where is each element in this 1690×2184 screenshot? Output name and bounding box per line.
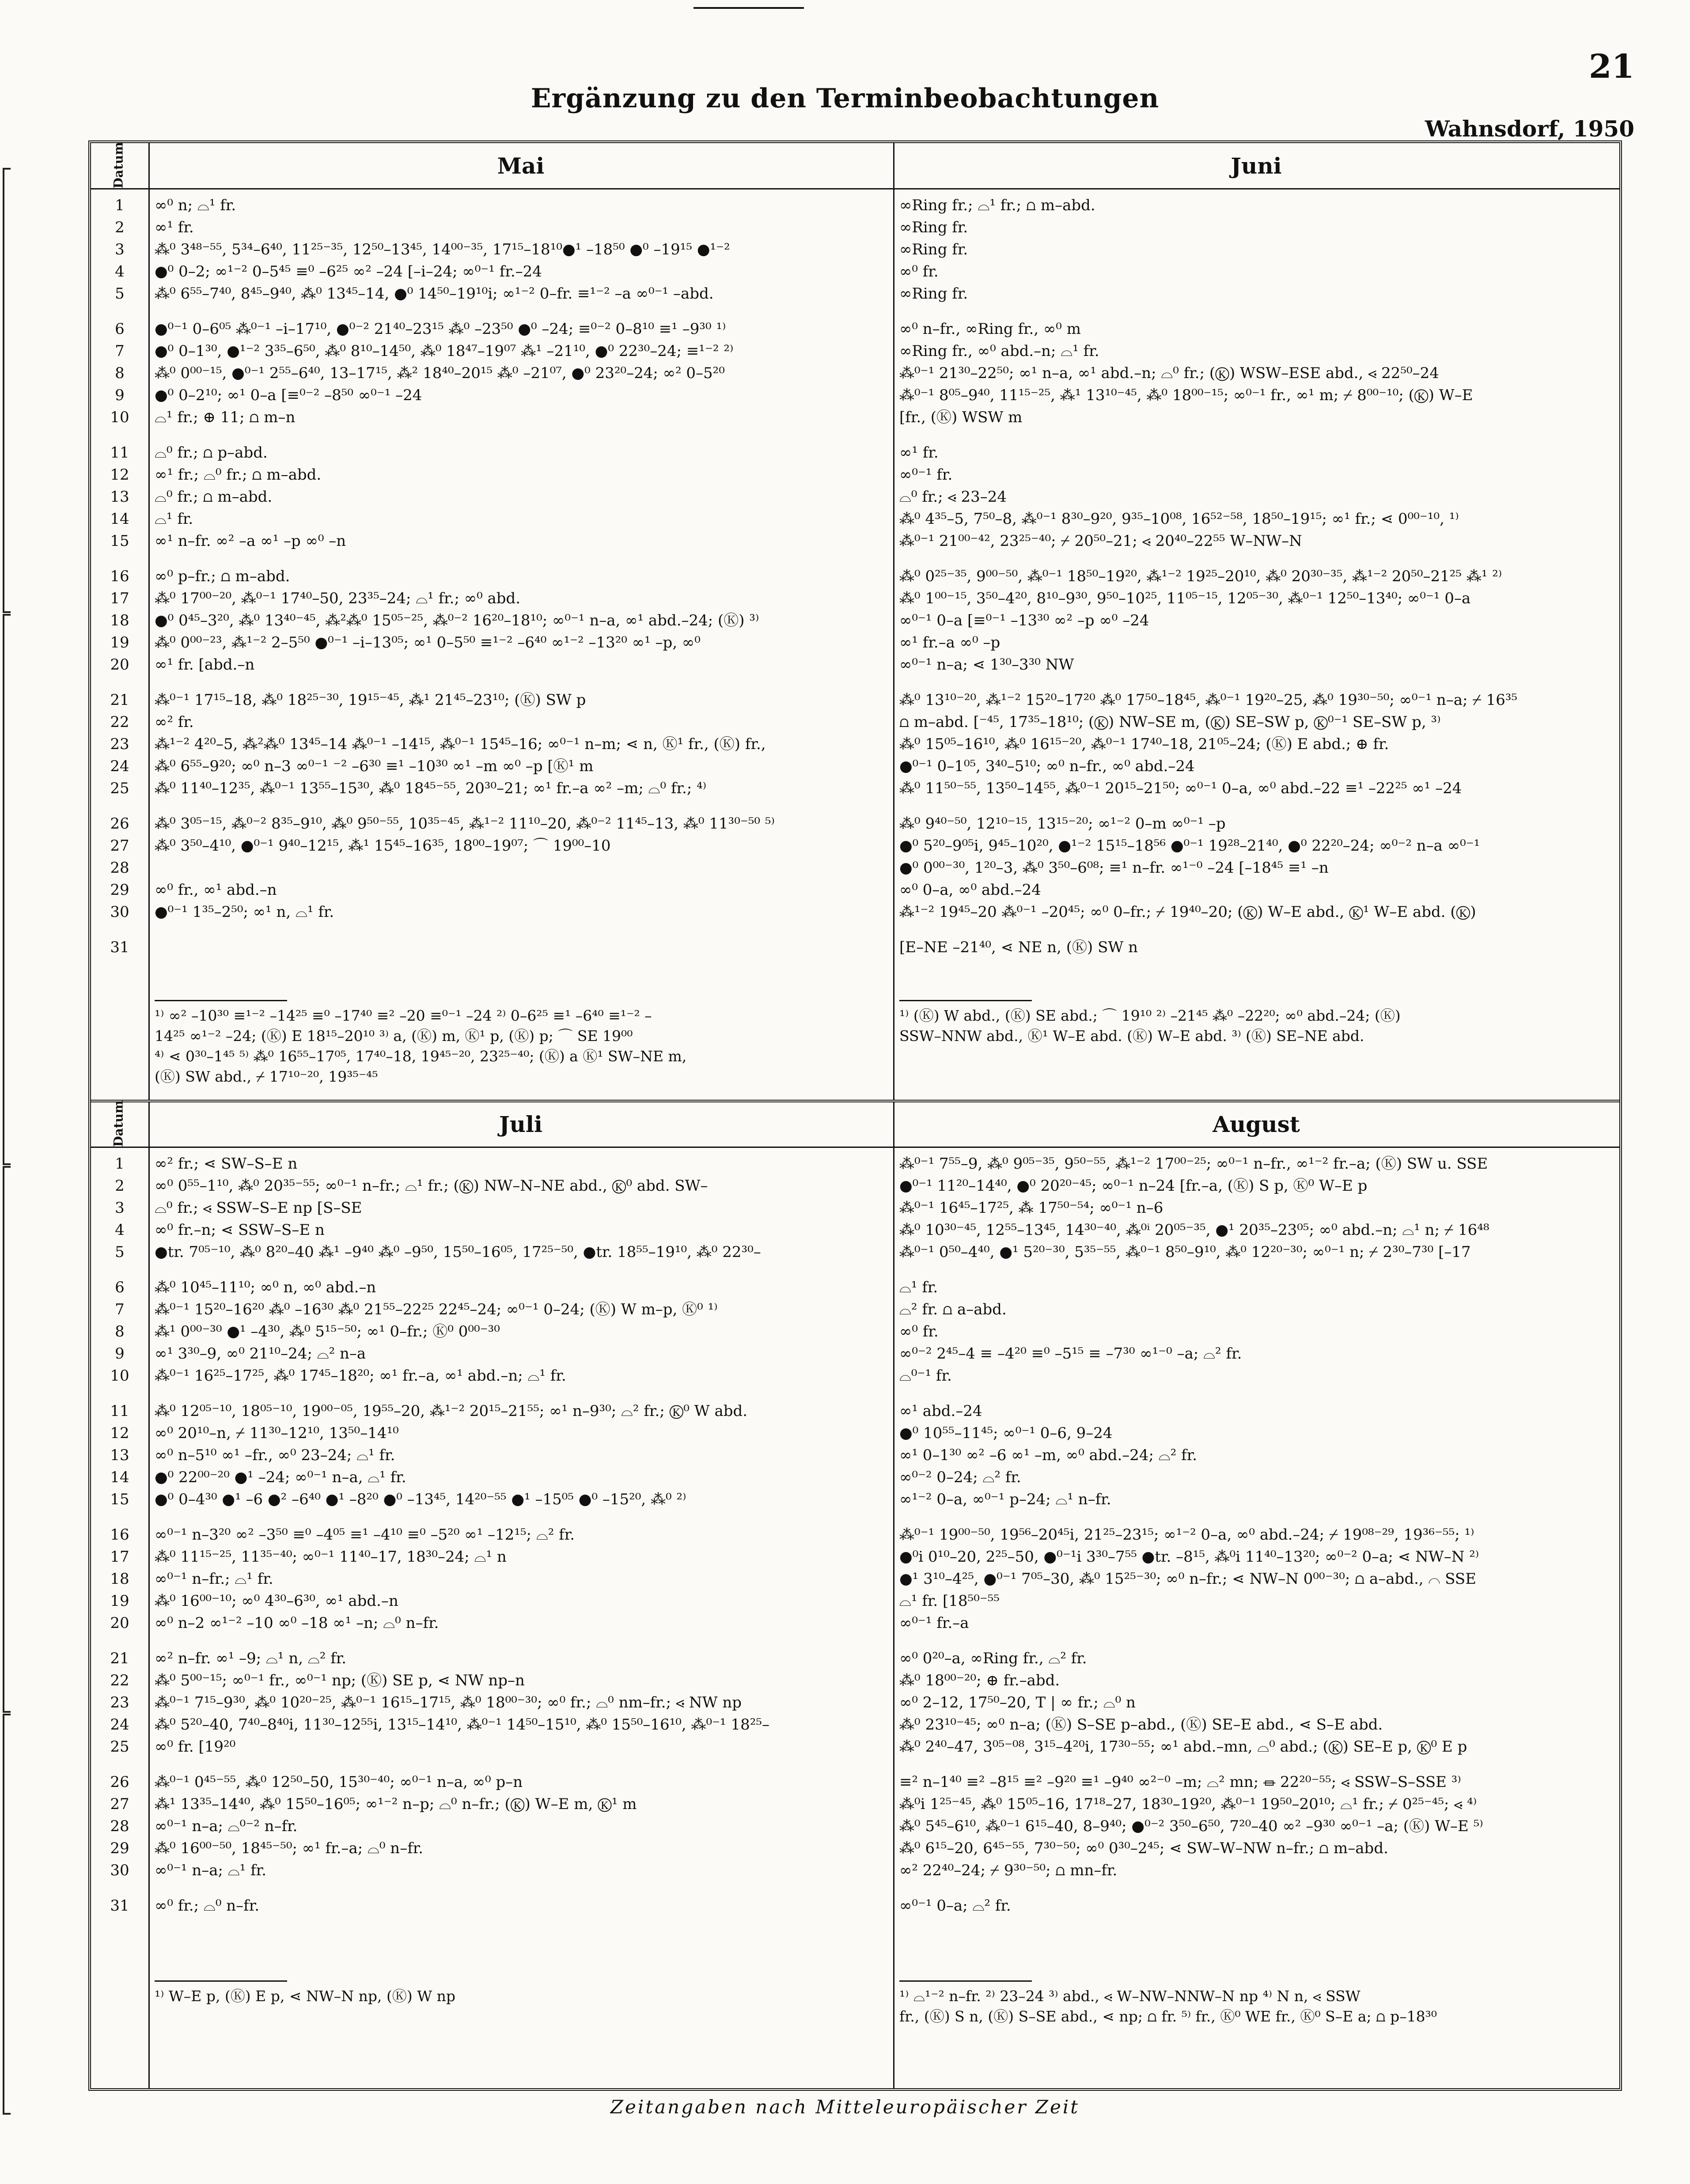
month-header-juni: Juni [893, 143, 1619, 189]
day-entry: ⁂⁰⁻¹ 7¹⁵–9³⁰, ⁂⁰ 10²⁰⁻²⁵, ⁂⁰⁻¹ 16¹⁵–17¹⁵, ⁂⁰ 18⁰⁰⁻³⁰; ∞⁰ fr.; ⌓⁰ nm–fr.; ⋖ NW np [155, 1694, 742, 1711]
day-entry: ∞⁰⁻¹ fr.–a [899, 1614, 969, 1632]
day-entry: ∞⁰⁻² 2⁴⁵–4 ≡ –4²⁰ ≡⁰ –5¹⁵ ≡ –7³⁰ ∞¹⁻⁰ –a; ⌓² fr. [899, 1345, 1242, 1363]
day-entry: ∞¹ n–fr. ∞² –a ∞¹ –p ∞⁰ –n [155, 532, 346, 550]
day-entry: ∞⁰ n–5¹⁰ ∞¹ –fr., ∞⁰ 23–24; ⌓¹ fr. [155, 1446, 395, 1464]
footnote-line: ¹⁾ ∞² –10³⁰ ≡¹⁻² –14²⁵ ≡⁰ –17⁴⁰ ≡² –20 ≡⁰⁻¹ –24 ²⁾ 0–6²⁵ ≡¹ –6⁴⁰ ≡¹⁻² – [155, 1007, 652, 1024]
day-entry: ⌓⁰ fr.; ⩍ m–abd. [155, 488, 273, 506]
footnote-line: ⁴⁾ ⋖ 0³⁰–1⁴⁵ ⁵⁾ ⁂⁰ 16⁵⁵–17⁰⁵, 17⁴⁰–18, 19⁴⁵⁻²⁰, 23²⁵⁻⁴⁰; (Ⓚ) a Ⓚ¹ SW–NE m, [155, 1048, 687, 1065]
day-entry: ⁂⁰ 5⁰⁰⁻¹⁵; ∞⁰⁻¹ fr., ∞⁰⁻¹ np; (Ⓚ) SE p, ⋖ NW np–n [155, 1672, 525, 1689]
footnotes-juni [899, 1000, 1613, 1046]
day-number: 23 [110, 735, 129, 753]
day-number: 21 [110, 691, 129, 709]
page-number: 21 [1589, 48, 1634, 86]
day-number: 3 [115, 241, 125, 258]
day-number: 24 [110, 757, 129, 775]
row-group-gap [893, 1510, 1619, 1524]
footnotes-august [899, 1980, 1613, 2027]
row-group-gap [148, 1387, 893, 1400]
day-entry: ∞² n–fr. ∞¹ –9; ⌓¹ n, ⌓² fr. [155, 1650, 347, 1667]
row-group-gap [893, 1263, 1619, 1276]
row-group-gap [893, 1634, 1619, 1647]
day-entry: ⌓¹ fr. [18⁵⁰⁻⁵⁵ [899, 1592, 1000, 1610]
day-entry: ⩍ m–abd. [⁻⁴⁵, 17³⁵–18¹⁰; (Ⓚ) NW–SE m, (Ⓚ) SE–SW p, Ⓚ⁰⁻¹ SE–SW p, ³⁾ [899, 713, 1441, 731]
day-entry: ⌓² fr. ⩍ a–abd. [899, 1301, 1007, 1318]
row-group-gap [91, 799, 148, 813]
row-group-gap [91, 1881, 148, 1895]
day-entry: ⌓¹ fr.; ⊕ 11; ⩍ m–n [155, 409, 296, 426]
row-group-gap [893, 923, 1619, 936]
row-group-gap [91, 1634, 148, 1647]
day-number: 26 [110, 815, 129, 833]
day-entry: ⁂⁰⁻¹ 17¹⁵–18, ⁂⁰ 18²⁵⁻³⁰, 19¹⁵⁻⁴⁵, ⁂¹ 21⁴⁵–23¹⁰; (Ⓚ) SW p [155, 691, 586, 709]
day-entry: ●⁰i 0¹⁰–20, 2²⁵–50, ●⁰⁻¹i 3³⁰–7⁵⁵ ●tr. –8¹⁵, ⁂⁰i 11⁴⁰–13²⁰; ∞⁰⁻² 0–a; ⋖ NW–N ²⁾ [899, 1548, 1479, 1566]
day-entry: ⁂¹ 13³⁵–14⁴⁰, ⁂⁰ 15⁵⁰–16⁰⁵; ∞¹⁻² n–p; ⌓⁰ n–fr.; (Ⓚ) W–E m, Ⓚ¹ m [155, 1795, 637, 1813]
day-entry: ∞⁰ 0–a, ∞⁰ abd.–24 [899, 881, 1041, 899]
month-header-mai: Mai [148, 143, 893, 189]
row-group-gap [91, 552, 148, 565]
row-group-gap [893, 552, 1619, 565]
row-group-gap [148, 552, 893, 565]
row-group-gap [91, 1263, 148, 1276]
day-number: 6 [115, 1279, 125, 1296]
row-group-gap [91, 305, 148, 318]
day-number: 5 [115, 1243, 125, 1261]
day-number: 15 [110, 532, 129, 550]
row-group-gap [148, 676, 893, 689]
day-entry: ∞⁰⁻¹ fr. [899, 466, 953, 484]
day-number: 8 [115, 1323, 125, 1340]
day-entry: ⁂⁰ 11¹⁵⁻²⁵, 11³⁵⁻⁴⁰; ∞⁰⁻¹ 11⁴⁰–17, 18³⁰–24; ⌓¹ n [155, 1548, 507, 1566]
day-number: 13 [110, 1446, 129, 1464]
day-number: 4 [115, 263, 125, 280]
row-group-gap [148, 305, 893, 318]
day-entry: ●⁰⁻¹ 0–6⁰⁵ ⁂⁰⁻¹ –i–17¹⁰, ●⁰⁻² 21⁴⁰–23¹⁵ ⁂⁰ –23⁵⁰ ●⁰ –24; ≡⁰⁻² 0–8¹⁰ ≡¹ –9³⁰ ¹⁾ [155, 320, 726, 338]
day-entry: ⁂⁰⁻¹ 19⁰⁰⁻⁵⁰, 19⁵⁶–20⁴⁵i, 21²⁵–23¹⁵; ∞¹⁻² 0–a, ∞⁰ abd.–24; ⌿ 19⁰⁸⁻²⁹, 19³⁶⁻⁵⁵; ¹⁾ [899, 1526, 1474, 1544]
day-entry: ●⁰ 5²⁰–9⁰⁵i, 9⁴⁵–10²⁰, ●¹⁻² 15¹⁵–18⁵⁶ ●⁰⁻¹ 19²⁸–21⁴⁰, ●⁰ 22²⁰–24; ∞⁰⁻² n–a ∞⁰⁻¹ [899, 837, 1480, 855]
row-group-gap [893, 1758, 1619, 1771]
day-number: 9 [115, 386, 125, 404]
day-number: 27 [110, 1795, 129, 1813]
day-number: 27 [110, 837, 129, 855]
day-entry: ⁂⁰ 5⁴⁵–6¹⁰, ⁂⁰⁻¹ 6¹⁵–40, 8–9⁴⁰; ●⁰⁻² 3⁵⁰–6⁵⁰, 7²⁰–40 ∞² –9³⁰ ∞⁰⁻¹ –a; (Ⓚ) W–E ⁵⁾ [899, 1817, 1483, 1835]
day-number: 1 [115, 197, 125, 214]
footnotes-juli [155, 1980, 887, 2006]
day-entry: ●¹ 3¹⁰–4²⁵, ●⁰⁻¹ 7⁰⁵–30, ⁂⁰ 15²⁵⁻³⁰; ∞⁰ n–fr.; ⋖ NW–N 0⁰⁰⁻³⁰; ⩍ a–abd., ⌒ SSE [899, 1570, 1477, 1588]
day-number: 7 [115, 1301, 125, 1318]
day-entry: ∞⁰ fr.; ⌓⁰ n–fr. [155, 1897, 260, 1915]
day-number: 7 [115, 342, 125, 360]
row-group-gap [148, 1510, 893, 1524]
day-number: 9 [115, 1345, 125, 1363]
datum-column [91, 1101, 150, 2088]
day-entry: ⁂⁰ 16⁰⁰⁻⁵⁰, 18⁴⁵⁻⁵⁰; ∞¹ fr.–a; ⌓⁰ n–fr. [155, 1840, 424, 1857]
day-entry: ⁂¹⁻² 4²⁰–5, ⁂²⁂⁰ 13⁴⁵–14 ⁂⁰⁻¹ –14¹⁵, ⁂⁰⁻¹ 15⁴⁵–16; ∞⁰⁻¹ n–m; ⋖ n, Ⓚ¹ fr., (Ⓚ) fr., [155, 735, 766, 753]
datum-header: Datum [111, 142, 126, 189]
day-entry: ∞¹ fr. [155, 219, 194, 236]
day-entry: ●⁰ 0–2¹⁰; ∞¹ 0–a [≡⁰⁻² –8⁵⁰ ∞⁰⁻¹ –24 [155, 386, 422, 404]
month-header-juli: Juli [148, 1101, 893, 1148]
row-group-gap [893, 1881, 1619, 1895]
month-header-august: August [893, 1101, 1619, 1148]
day-entry: ●⁰ 0⁰⁰⁻³⁰, 1²⁰–3, ⁂⁰ 3⁵⁰–6⁰⁸; ≡¹ n–fr. ∞¹⁻⁰ –24 [–18⁴⁵ ≡¹ –n [899, 859, 1329, 877]
footer-note: Zeitangaben nach Mitteleuropäischer Zeit [610, 2096, 1080, 2118]
margin-bracket [3, 168, 11, 613]
month-rows-august [893, 1153, 1619, 1917]
day-entry: ⁂⁰ 10³⁰⁻⁴⁵, 12⁵⁵–13⁴⁵, 14³⁰⁻⁴⁰, ⁂⁰ⁱ 20⁰⁵⁻³⁵, ●¹ 20³⁵–23⁰⁵; ∞⁰ abd.–n; ⌓¹ n; ⌿ 16⁴⁸ [899, 1221, 1489, 1239]
day-entry: ⌓⁰ fr.; ⩍ p–abd. [155, 444, 268, 462]
day-number: 19 [110, 1592, 129, 1610]
row-group-gap [91, 923, 148, 936]
day-entry: ⁂⁰ 6⁵⁵–9²⁰; ∞⁰ n–3 ∞⁰⁻¹ ⁻² –6³⁰ ≡¹ –10³⁰ ∞¹ –m ∞⁰ –p [Ⓚ¹ m [155, 757, 594, 775]
day-entry: ∞⁰⁻¹ n–3²⁰ ∞² –3⁵⁰ ≡⁰ –4⁰⁵ ≡¹ –4¹⁰ ≡⁰ –5²⁰ ∞¹ –12¹⁵; ⌓² fr. [155, 1526, 575, 1544]
day-entry: ⁂⁰⁻¹ 15²⁰–16²⁰ ⁂⁰ –16³⁰ ⁂⁰ 21⁵⁵–22²⁵ 22⁴⁵–24; ∞⁰⁻¹ 0–24; (Ⓚ) W m–p, Ⓚ⁰ ¹⁾ [155, 1301, 718, 1318]
day-entry: ⁂⁰ 3⁴⁸⁻⁵⁵, 5³⁴–6⁴⁰, 11²⁵⁻³⁵, 12⁵⁰–13⁴⁵, 14⁰⁰⁻³⁵, 17¹⁵–18¹⁰●¹ –18⁵⁰ ●⁰ –19¹⁵ ●¹⁻² [155, 241, 730, 258]
day-entry: ⁂⁰ 18⁰⁰⁻²⁰; ⊕ fr.–abd. [899, 1672, 1060, 1689]
day-entry: ∞⁰ n–2 ∞¹⁻² –10 ∞⁰ –18 ∞¹ –n; ⌓⁰ n–fr. [155, 1614, 439, 1632]
day-number: 20 [110, 1614, 129, 1632]
day-number: 12 [110, 1424, 129, 1442]
day-entry: ∞⁰ fr. [899, 263, 939, 280]
day-entry: ●⁰ 10⁵⁵–11⁴⁵; ∞⁰⁻¹ 0–6, 9–24 [899, 1424, 1113, 1442]
day-entry: ⁂⁰ 4³⁵–5, 7⁵⁰–8, ⁂⁰⁻¹ 8³⁰–9²⁰, 9³⁵–10⁰⁸, 16⁵²⁻⁵⁸, 18⁵⁰–19¹⁵; ∞¹ fr.; ⋖ 0⁰⁰⁻¹⁰, ¹⁾ [899, 510, 1459, 528]
day-number: 29 [110, 881, 129, 899]
datum-list [91, 1153, 148, 1917]
day-entry: ∞⁰ p–fr.; ⩍ m–abd. [155, 568, 290, 585]
day-entry: ⁂⁰⁻¹ 21⁰⁰⁻⁴², 23²⁵⁻⁴⁰; ⌿ 20⁵⁰–21; ⋖ 20⁴⁰–22⁵⁵ W–NW–N [899, 532, 1302, 550]
page-title: Ergänzung zu den Terminbeobachtungen [530, 83, 1160, 114]
day-entry: ⁂⁰ 0⁰⁰⁻²³, ⁂¹⁻² 2–5⁵⁰ ●⁰⁻¹ –i–13⁰⁵; ∞¹ 0–5⁵⁰ ≡¹⁻² –6⁴⁰ ∞¹⁻² –13²⁰ ∞¹ –p, ∞⁰ [155, 634, 701, 651]
datum-list [91, 194, 148, 958]
footnote-line: ¹⁾ W–E p, (Ⓚ) E p, ⋖ NW–N np, (Ⓚ) W np [155, 1987, 456, 2005]
day-entry: ⌓¹ fr. [155, 510, 193, 528]
footnote-line: SSW–NNW abd., Ⓚ¹ W–E abd. (Ⓚ) W–E abd. ³⁾ (Ⓚ) SE–NE abd. [899, 1027, 1364, 1045]
day-entry: ∞⁰ fr. [19²⁰ [155, 1738, 236, 1756]
day-number: 10 [110, 409, 129, 426]
footnote-line: 14²⁵ ∞¹⁻² –24; (Ⓚ) E 18¹⁵–20¹⁰ ³⁾ a, (Ⓚ) m, Ⓚ¹ p, (Ⓚ) p; ⌒ SE 19⁰⁰ [155, 1027, 633, 1045]
day-number: 15 [110, 1491, 129, 1508]
day-entry: ●⁰ 22⁰⁰⁻²⁰ ●¹ –24; ∞⁰⁻¹ n–a, ⌓¹ fr. [155, 1469, 406, 1486]
row-group-gap [148, 1758, 893, 1771]
day-number: 31 [110, 939, 129, 956]
footnote-line: fr., (Ⓚ) S n, (Ⓚ) S–SE abd., ⋖ np; ⩍ fr. ⁵⁾ fr., Ⓚ⁰ WE fr., Ⓚ⁰ S–E a; ⩍ p–18³⁰ [899, 2008, 1437, 2025]
day-number: 16 [110, 568, 129, 585]
day-number: 3 [115, 1199, 125, 1217]
footnote-rule [155, 1980, 287, 1982]
table-block-may-june [91, 143, 1619, 1102]
day-entry: ●tr. 7⁰⁵⁻¹⁰, ⁂⁰ 8²⁰–40 ⁂¹ –9⁴⁰ ⁂⁰ –9⁵⁰, 15⁵⁰–16⁰⁵, 17²⁵⁻⁵⁰, ●tr. 18⁵⁵–19¹⁰, ⁂⁰ 22³⁰– [155, 1243, 761, 1261]
day-number: 24 [110, 1716, 129, 1734]
day-entry: [fr., (Ⓚ) WSW m [899, 409, 1023, 426]
day-number: 11 [110, 444, 129, 462]
day-entry: ⁂⁰ 0⁰⁰⁻¹⁵, ●⁰⁻¹ 2⁵⁵–6⁴⁰, 13–17¹⁵, ⁂² 18⁴⁰–20¹⁵ ⁂⁰ –21⁰⁷, ●⁰ 23²⁰–24; ∞² 0–5²⁰ [155, 364, 725, 382]
row-group-gap [148, 799, 893, 813]
day-entry: ⁂⁰ 9⁴⁰⁻⁵⁰, 12¹⁰⁻¹⁵, 13¹⁵⁻²⁰; ∞¹⁻² 0–m ∞⁰⁻¹ –p [899, 815, 1226, 833]
day-entry: ∞⁰⁻² 0–24; ⌓² fr. [899, 1469, 1021, 1486]
day-entry: ⁂⁰ 11⁵⁰⁻⁵⁵, 13⁵⁰–14⁵⁵, ⁂⁰⁻¹ 20¹⁵–21⁵⁰; ∞⁰⁻¹ 0–a, ∞⁰ abd.–22 ≡¹ –22²⁵ ∞¹ –24 [899, 780, 1462, 797]
row-group-gap [91, 1387, 148, 1400]
day-number: 31 [110, 1897, 129, 1915]
day-entry: ∞⁰⁻¹ 0–a [≡⁰⁻¹ –13³⁰ ∞² –p ∞⁰ –24 [899, 612, 1149, 629]
day-entry: ≡² n–1⁴⁰ ≡² –8¹⁵ ≡² –9²⁰ ≡¹ –9⁴⁰ ∞²⁻⁰ –m; ⌓² mn; ⏛ 22²⁰⁻⁵⁵; ⋖ SSW–S–SSE ³⁾ [899, 1773, 1461, 1791]
row-group-gap [148, 428, 893, 442]
day-entry: ⌓⁰ fr.; ⋖ SSW–S–E np [S–SE [155, 1199, 362, 1217]
day-entry: ∞⁰ fr.–n; ⋖ SSW–S–E n [155, 1221, 325, 1239]
day-entry: ⁂⁰ 2⁴⁰–47, 3⁰⁵⁻⁰⁸, 3¹⁵–4²⁰i, 17³⁰⁻⁵⁵; ∞¹ abd.–mn, ⌓⁰ abd.; (Ⓚ) SE–E p, Ⓚ⁰ E p [899, 1738, 1467, 1756]
month-rows-juli [148, 1153, 893, 1917]
day-number: 17 [110, 1548, 129, 1566]
day-number: 5 [115, 285, 125, 303]
day-number: 28 [110, 859, 129, 877]
day-number: 21 [110, 1650, 129, 1667]
month-section-juni [893, 143, 1619, 1100]
day-entry: ∞⁰ 0²⁰–a, ∞Ring fr., ⌓² fr. [899, 1650, 1087, 1667]
day-entry: ⁂⁰⁻¹ 21³⁰–22⁵⁰; ∞¹ n–a, ∞¹ abd.–n; ⌓⁰ fr.; (Ⓚ) WSW–ESE abd., ⋖ 22⁵⁰–24 [899, 364, 1439, 382]
margin-bracket [3, 1166, 11, 1713]
day-number: 30 [110, 1862, 129, 1879]
day-entry: ●⁰ 0⁴⁵–3²⁰, ⁂⁰ 13⁴⁰⁻⁴⁵, ⁂²⁂⁰ 15⁰⁵⁻²⁵, ⁂⁰⁻² 16²⁰–18¹⁰; ∞⁰⁻¹ n–a, ∞¹ abd.–24; (Ⓚ) ³⁾ [155, 612, 759, 629]
day-entry: ⁂⁰ 6¹⁵–20, 6⁴⁵⁻⁵⁵, 7³⁰⁻⁵⁰; ∞⁰ 0³⁰–2⁴⁵; ⋖ SW–W–NW n–fr.; ⩍ m–abd. [899, 1840, 1388, 1857]
month-section-august [893, 1101, 1619, 2088]
day-number: 13 [110, 488, 129, 506]
day-entry: ⁂¹ 0⁰⁰⁻³⁰ ●¹ –4³⁰, ⁂⁰ 5¹⁵⁻⁵⁰; ∞¹ 0–fr.; Ⓚ⁰ 0⁰⁰⁻³⁰ [155, 1323, 500, 1340]
day-entry: ∞² fr.; ⋖ SW–S–E n [155, 1155, 298, 1173]
day-entry: ∞¹ 3³⁰–9, ∞⁰ 21¹⁰–24; ⌓² n–a [155, 1345, 366, 1363]
footnote-rule [155, 1000, 287, 1001]
day-entry: ∞¹ fr.–a ∞⁰ –p [899, 634, 1000, 651]
day-number: 8 [115, 364, 125, 382]
day-entry: ⁂⁰ 16⁰⁰⁻¹⁰; ∞⁰ 4³⁰–6³⁰, ∞¹ abd.–n [155, 1592, 398, 1610]
day-entry: ∞⁰⁻¹ n–fr.; ⌓¹ fr. [155, 1570, 273, 1588]
footnote-line: (Ⓚ) SW abd., ⌿ 17¹⁰⁻²⁰, 19³⁵⁻⁴⁵ [155, 1068, 378, 1085]
day-entry: ⁂⁰ 15⁰⁵–16¹⁰, ⁂⁰ 16¹⁵⁻²⁰, ⁂⁰⁻¹ 17⁴⁰–18, 21⁰⁵–24; (Ⓚ) E abd.; ⊕ fr. [899, 735, 1389, 753]
day-entry: ⁂⁰⁻¹ 16²⁵–17²⁵, ⁂⁰ 17⁴⁵–18²⁰; ∞¹ fr.–a, ∞¹ abd.–n; ⌓¹ fr. [155, 1367, 566, 1385]
day-entry: ⌓¹ fr. [899, 1279, 938, 1296]
day-number: 12 [110, 466, 129, 484]
day-number: 26 [110, 1773, 129, 1791]
footnote-rule [899, 1000, 1032, 1001]
row-group-gap [893, 799, 1619, 813]
day-entry: ⁂⁰ 5²⁰–40, 7⁴⁰–8⁴⁰i, 11³⁰–12⁵⁵i, 13¹⁵–14¹⁰, ⁂⁰⁻¹ 14⁵⁰–15¹⁰, ⁂⁰ 15⁵⁰–16¹⁰, ⁂⁰⁻¹ 18²⁵– [155, 1716, 769, 1734]
day-entry: ●⁰ 0–4³⁰ ●¹ –6 ●² –6⁴⁰ ●¹ –8²⁰ ●⁰ –13⁴⁵, 14²⁰⁻⁵⁵ ●¹ –15⁰⁵ ●⁰ –15²⁰, ⁂⁰ ²⁾ [155, 1491, 686, 1508]
day-entry: ∞¹ abd.–24 [899, 1402, 982, 1420]
row-group-gap [91, 1510, 148, 1524]
day-entry: ∞⁰⁻¹ n–a; ⋖ 1³⁰–3³⁰ NW [899, 656, 1074, 674]
day-number: 18 [110, 1570, 129, 1588]
station-year: Wahnsdorf, 1950 [1425, 116, 1634, 142]
observation-table [88, 140, 1622, 2091]
row-group-gap [91, 1758, 148, 1771]
day-entry: ∞⁰ n; ⌓¹ fr. [155, 197, 236, 214]
day-entry: ∞¹⁻² 0–a, ∞⁰⁻¹ p–24; ⌓¹ n–fr. [899, 1491, 1111, 1508]
footnote-line: ¹⁾ (Ⓚ) W abd., (Ⓚ) SE abd.; ⌒ 19¹⁰ ²⁾ –21⁴⁵ ⁂⁰ –22²⁰; ∞⁰ abd.–24; (Ⓚ) [899, 1007, 1401, 1024]
day-number: 25 [110, 1738, 129, 1756]
day-entry: ⁂⁰⁻¹ 7⁵⁵–9, ⁂⁰ 9⁰⁵⁻³⁵, 9⁵⁰⁻⁵⁵, ⁂¹⁻² 17⁰⁰⁻²⁵; ∞⁰⁻¹ n–fr., ∞¹⁻² fr.–a; (Ⓚ) SW u. SSE [899, 1155, 1488, 1173]
month-rows-mai [148, 194, 893, 923]
day-entry: ∞Ring fr. [899, 219, 968, 236]
row-group-gap [148, 1881, 893, 1895]
day-entry: ⁂⁰i 1²⁵⁻⁴⁵, ⁂⁰ 15⁰⁵–16, 17¹⁸–27, 18³⁰–19²⁰, ⁂⁰⁻¹ 19⁵⁰–20¹⁰; ⌓¹ fr.; ⌿ 0²⁵⁻⁴⁵; ⋖ ⁴⁾ [899, 1795, 1477, 1813]
day-entry: ∞⁰ fr. [899, 1323, 939, 1340]
day-number: 2 [115, 219, 125, 236]
datum-header: Datum [111, 1100, 126, 1147]
day-entry: ●⁰⁻¹ 11²⁰–14⁴⁰, ●⁰ 20²⁰⁻⁴⁵; ∞⁰⁻¹ n–24 [fr.–a, (Ⓚ) S p, Ⓚ⁰ W–E p [899, 1177, 1368, 1195]
day-entry: ⁂⁰⁻¹ 8⁰⁵–9⁴⁰, 11¹⁵⁻²⁵, ⁂¹ 13¹⁰⁻⁴⁵, ⁂⁰ 18⁰⁰⁻¹⁵; ∞⁰⁻¹ fr., ∞¹ m; ⌿ 8⁰⁰⁻¹⁰; (Ⓚ) W–E [899, 386, 1473, 404]
day-entry: ●⁰ 0–2; ∞¹⁻² 0–5⁴⁵ ≡⁰ –6²⁵ ∞² –24 [–i–24; ∞⁰⁻¹ fr.–24 [155, 263, 542, 280]
month-section-mai [148, 143, 894, 1100]
day-entry: [E–NE –21⁴⁰, ⋖ NE n, (Ⓚ) SW n [899, 939, 1138, 956]
day-entry: ∞Ring fr.; ⌓¹ fr.; ⩍ m–abd. [899, 197, 1095, 214]
day-entry: ∞² fr. [155, 713, 194, 731]
day-number: 10 [110, 1367, 129, 1385]
day-entry: ∞¹ 0–1³⁰ ∞² –6 ∞¹ –m, ∞⁰ abd.–24; ⌓² fr. [899, 1446, 1197, 1464]
day-entry: ⁂¹⁻² 19⁴⁵–20 ⁂⁰⁻¹ –20⁴⁵; ∞⁰ 0–fr.; ⌿ 19⁴⁰–20; (Ⓚ) W–E abd., Ⓚ¹ W–E abd. (Ⓚ) [899, 903, 1476, 921]
datum-column [91, 143, 150, 1100]
day-number: 22 [110, 713, 129, 731]
row-group-gap [91, 676, 148, 689]
day-entry: ⁂⁰⁻¹ 0⁵⁰–4⁴⁰, ●¹ 5²⁰⁻³⁰, 5³⁵⁻⁵⁵, ⁂⁰⁻¹ 8⁵⁰–9¹⁰, ⁂⁰ 12²⁰⁻³⁰; ∞⁰⁻¹ n; ⌿ 2³⁰–7³⁰ [–17 [899, 1243, 1471, 1261]
day-entry: ⁂⁰⁻¹ 0⁴⁵⁻⁵⁵, ⁂⁰ 12⁵⁰–50, 15³⁰⁻⁴⁰; ∞⁰⁻¹ n–a, ∞⁰ p–n [155, 1773, 523, 1791]
day-entry: ⁂⁰ 11⁴⁰–12³⁵, ⁂⁰⁻¹ 13⁵⁵–15³⁰, ⁂⁰ 18⁴⁵⁻⁵⁵, 20³⁰–21; ∞¹ fr.–a ∞² –m; ⌓⁰ fr.; ⁴⁾ [155, 780, 707, 797]
day-entry: ⁂⁰ 0²⁵⁻³⁵, 9⁰⁰⁻⁵⁰, ⁂⁰⁻¹ 18⁵⁰–19²⁰, ⁂¹⁻² 19²⁵–20¹⁰, ⁂⁰ 20³⁰⁻³⁵, ⁂¹⁻² 20⁵⁰–21²⁵ ⁂¹ ²⁾ [899, 568, 1502, 585]
day-entry: ⁂⁰ 17⁰⁰⁻²⁰, ⁂⁰⁻¹ 17⁴⁰–50, 23³⁵–24; ⌓¹ fr.; ∞⁰ abd. [155, 590, 521, 607]
day-entry: ⁂⁰ 3⁵⁰–4¹⁰, ●⁰⁻¹ 9⁴⁰–12¹⁵, ⁂¹ 15⁴⁵–16³⁵, 18⁰⁰–19⁰⁷; ⌒ 19⁰⁰–10 [155, 837, 611, 855]
footnote-line: ¹⁾ ⌓¹⁻² n–fr. ²⁾ 23–24 ³⁾ abd., ⋖ W–NW–NNW–N np ⁴⁾ N n, ⋖ SSW [899, 1987, 1360, 2005]
day-number: 14 [110, 510, 129, 528]
day-entry: ∞⁰ fr., ∞¹ abd.–n [155, 881, 277, 899]
day-entry: ∞⁰ n–fr., ∞Ring fr., ∞⁰ m [899, 320, 1081, 338]
day-entry: ⁂⁰ 10⁴⁵–11¹⁰; ∞⁰ n, ∞⁰ abd.–n [155, 1279, 376, 1296]
day-entry: ●⁰⁻¹ 1³⁵–2⁵⁰; ∞¹ n, ⌓¹ fr. [155, 903, 334, 921]
day-number: 18 [110, 612, 129, 629]
day-number: 23 [110, 1694, 129, 1711]
day-number: 2 [115, 1177, 125, 1195]
row-group-gap [893, 428, 1619, 442]
day-entry: ∞⁰ 20¹⁰–n, ⌿ 11³⁰–12¹⁰, 13⁵⁰–14¹⁰ [155, 1424, 399, 1442]
day-entry: ⁂⁰ 1⁰⁰⁻¹⁵, 3⁵⁰–4²⁰, 8¹⁰–9³⁰, 9⁵⁰–10²⁵, 11⁰⁵⁻¹⁵, 12⁰⁵⁻³⁰, ⁂⁰⁻¹ 12⁵⁰–13⁴⁰; ∞⁰⁻¹ 0–a [899, 590, 1471, 607]
margin-bracket [3, 614, 11, 1165]
day-entry: ⁂⁰ 6⁵⁵–7⁴⁰, 8⁴⁵–9⁴⁰, ⁂⁰ 13⁴⁵–14, ●⁰ 14⁵⁰–19¹⁰i; ∞¹⁻² 0–fr. ≡¹⁻² –a ∞⁰⁻¹ –abd. [155, 285, 714, 303]
day-entry: ∞¹ fr. [abd.–n [155, 656, 255, 674]
day-number: 20 [110, 656, 129, 674]
day-entry: ∞⁰⁻¹ n–a; ⌓¹ fr. [155, 1862, 267, 1879]
day-entry: ●⁰⁻¹ 0–1⁰⁵, 3⁴⁰–5¹⁰; ∞⁰ n–fr., ∞⁰ abd.–24 [899, 757, 1195, 775]
row-group-gap [148, 1634, 893, 1647]
day-entry: ∞¹ fr. [899, 444, 939, 462]
day-entry: ⌓⁰⁻¹ fr. [899, 1367, 952, 1385]
top-rule [693, 7, 804, 9]
day-number: 4 [115, 1221, 125, 1239]
day-entry: ∞¹ fr.; ⌓⁰ fr.; ⩍ m–abd. [155, 466, 322, 484]
day-entry: ⁂⁰ 12⁰⁵⁻¹⁰, 18⁰⁵⁻¹⁰, 19⁰⁰⁻⁰⁵, 19⁵⁵–20, ⁂¹⁻² 20¹⁵–21⁵⁵; ∞¹ n–9³⁰; ⌓² fr.; Ⓚ⁰ W abd. [155, 1402, 748, 1420]
day-number: 19 [110, 634, 129, 651]
day-entry: ⁂⁰ 3⁰⁵⁻¹⁵, ⁂⁰⁻² 8³⁵–9¹⁰, ⁂⁰ 9⁵⁰⁻⁵⁵, 10³⁵⁻⁴⁵, ⁂¹⁻² 11¹⁰–20, ⁂⁰⁻² 11⁴⁵–13, ⁂⁰ 11³⁰⁻⁵⁰ ⁵⁾ [155, 815, 775, 833]
day-entry: ∞Ring fr., ∞⁰ abd.–n; ⌓¹ fr. [899, 342, 1099, 360]
row-group-gap [91, 428, 148, 442]
day-number: 30 [110, 903, 129, 921]
day-entry: ∞⁰ 0⁵⁵–1¹⁰, ⁂⁰ 20³⁵⁻⁵⁵; ∞⁰⁻¹ n–fr.; ⌓¹ fr.; (Ⓚ) NW–N–NE abd., Ⓚ⁰ abd. SW– [155, 1177, 708, 1195]
day-number: 29 [110, 1840, 129, 1857]
row-group-gap [893, 305, 1619, 318]
day-entry: ∞⁰⁻¹ n–a; ⌓⁰⁻² n–fr. [155, 1817, 298, 1835]
row-group-gap [893, 1387, 1619, 1400]
day-number: 1 [115, 1155, 125, 1173]
month-section-juli [148, 1101, 894, 2088]
day-number: 11 [110, 1402, 129, 1420]
day-entry: ∞² 22⁴⁰–24; ⌿ 9³⁰⁻⁵⁰; ⩍ mn–fr. [899, 1862, 1118, 1879]
row-group-gap [893, 676, 1619, 689]
table-block-july-august [91, 1101, 1619, 2088]
day-entry: ●⁰ 0–1³⁰, ●¹⁻² 3³⁵–6⁵⁰, ⁂⁰ 8¹⁰–14⁵⁰, ⁂⁰ 18⁴⁷–19⁰⁷ ⁂¹ –21¹⁰, ●⁰ 22³⁰–24; ≡¹⁻² ²⁾ [155, 342, 734, 360]
day-entry: ⁂⁰ 23¹⁰⁻⁴⁵; ∞⁰ n–a; (Ⓚ) S–SE p–abd., (Ⓚ) SE–E abd., ⋖ S–E abd. [899, 1716, 1383, 1734]
day-entry: ∞⁰ 2–12, 17⁵⁰–20, T | ∞ fr.; ⌓⁰ n [899, 1694, 1136, 1711]
day-number: 25 [110, 780, 129, 797]
day-number: 22 [110, 1672, 129, 1689]
margin-bracket [3, 1714, 11, 2115]
day-entry: ⁂⁰ 13¹⁰⁻²⁰, ⁂¹⁻² 15²⁰–17²⁰ ⁂⁰ 17⁵⁰–18⁴⁵, ⁂⁰⁻¹ 19²⁰–25, ⁂⁰ 19³⁰⁻⁵⁰; ∞⁰⁻¹ n–a; ⌿ 16³⁵ [899, 691, 1518, 709]
day-entry: ∞Ring fr. [899, 241, 968, 258]
day-entry: ∞⁰⁻¹ 0–a; ⌓² fr. [899, 1897, 1011, 1915]
day-number: 16 [110, 1526, 129, 1544]
day-number: 28 [110, 1817, 129, 1835]
month-rows-juni [893, 194, 1619, 958]
day-number: 17 [110, 590, 129, 607]
day-entry: ∞Ring fr. [899, 285, 968, 303]
day-entry: ⁂⁰⁻¹ 16⁴⁵–17²⁵, ⁂ 17⁵⁰⁻⁵⁴; ∞⁰⁻¹ n–6 [899, 1199, 1163, 1217]
footnote-rule [899, 1980, 1032, 1982]
day-number: 14 [110, 1469, 129, 1486]
day-entry: ⌓⁰ fr.; ⋖ 23–24 [899, 488, 1007, 506]
footnotes-mai [155, 1000, 887, 1087]
day-entry [148, 857, 893, 879]
day-number: 6 [115, 320, 125, 338]
row-group-gap [148, 1263, 893, 1276]
